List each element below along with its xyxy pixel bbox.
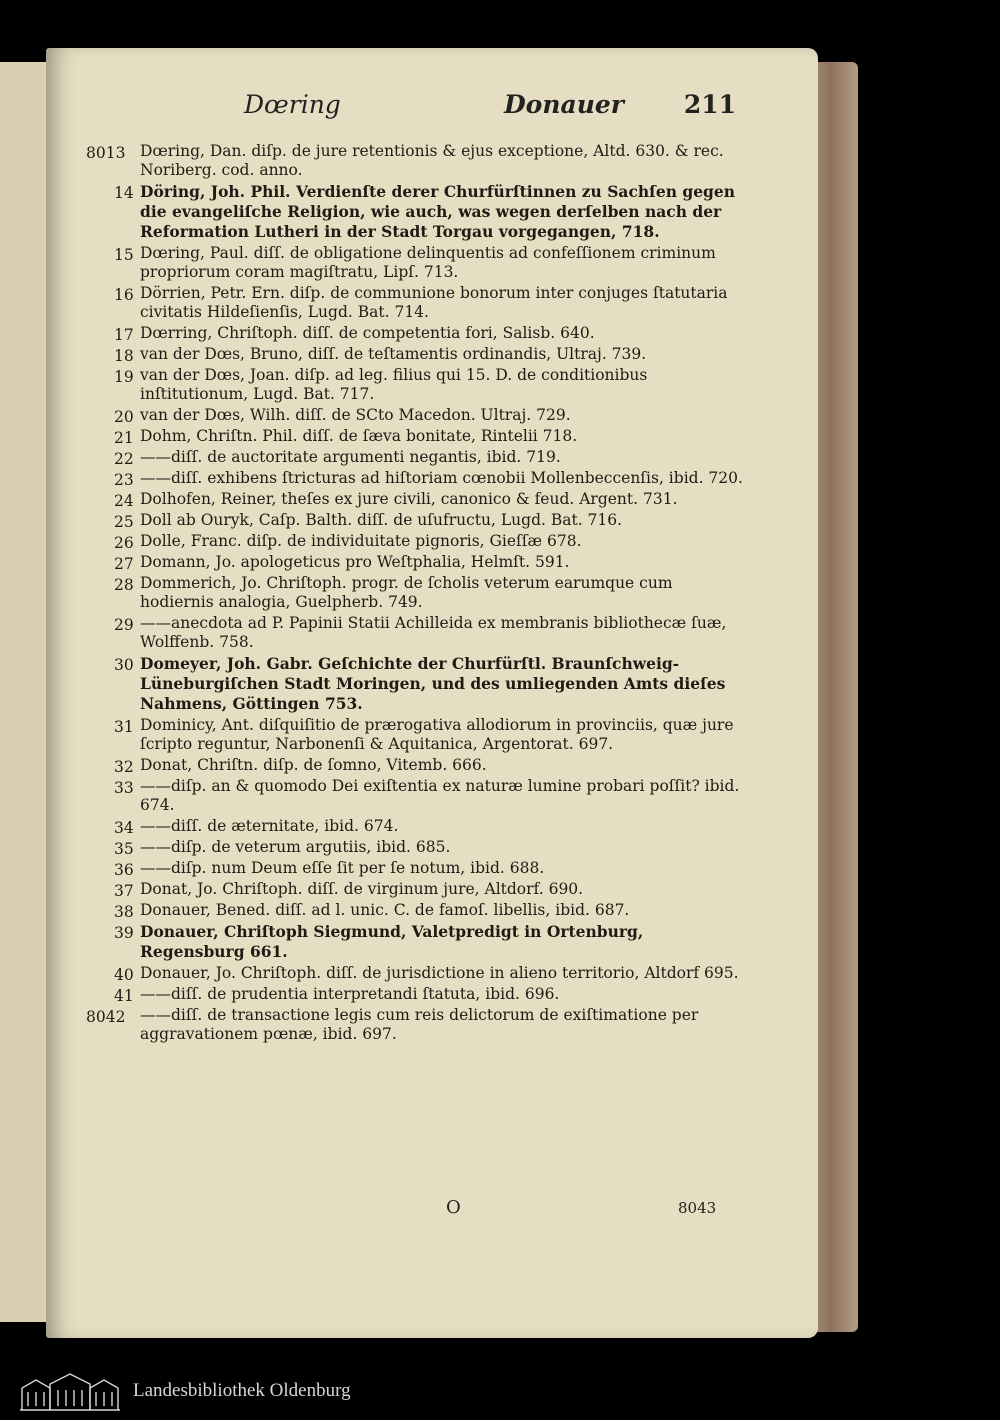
library-name: Landesbibliothek Oldenburg (133, 1380, 351, 1401)
catchword: 8043 (678, 1199, 717, 1217)
entry (86, 777, 746, 815)
entry-number: 38 (114, 903, 134, 921)
entry (86, 964, 746, 983)
entry-text: ——diſp. an & quomodo Dei exiſtentia ex naturæ lumine probari poſſit? ibid. 674. (140, 777, 740, 814)
entry (86, 448, 746, 467)
entry-number: 16 (114, 286, 134, 304)
entry (86, 716, 746, 754)
entry-number: 29 (114, 616, 134, 634)
entry (86, 574, 746, 612)
entry-number: 28 (114, 576, 134, 594)
entry (86, 532, 746, 551)
page-number: 211 (683, 90, 736, 119)
entry-number: 40 (114, 966, 134, 984)
entry (86, 838, 746, 857)
entry-number: 18 (114, 347, 134, 365)
entry (86, 469, 746, 488)
entry-text: van der Dœs, Wilh. diſſ. de SCto Macedon. Ultraj. 729. (140, 406, 571, 424)
entry-text: Dolle, Franc. diſp. de individuitate pignoris, Gieſſæ 678. (140, 532, 582, 550)
entry (86, 901, 746, 920)
entry (86, 366, 746, 404)
entry-number: 15 (114, 246, 134, 264)
signature-mark: O (446, 1197, 461, 1218)
entry-text: ——diſſ. de auctoritate argumenti negantis, ibid. 719. (140, 448, 561, 466)
entry-text: ——diſp. num Deum eſſe ſit per ſe notum, ibid. 688. (140, 859, 545, 877)
entry-text: Dörrien, Petr. Ern. diſp. de communione bonorum inter conjuges ſtatutaria civitatis Hildeſienſis, Lugd. Bat. 714. (140, 284, 728, 321)
footer-bar (0, 1362, 1000, 1420)
entry-text: Dohm, Chriſtn. Phil. diſſ. de ſæva bonitate, Rintelii 718. (140, 427, 578, 445)
entry (86, 345, 746, 364)
entry-number: 23 (114, 471, 134, 489)
bibliography-entries (86, 142, 746, 1046)
header-center-word: Donauer (504, 90, 624, 119)
entry-text: van der Dœs, Bruno, diſſ. de teſtamentis ordinandis, Ultraj. 739. (140, 345, 647, 363)
header-left-word: Dœring (244, 90, 341, 119)
entry-text: Dolhofen, Reiner, theſes ex jure civili, canonico & feud. Argent. 731. (140, 490, 678, 508)
entry-number: 19 (114, 368, 134, 386)
entry (86, 614, 746, 652)
entry (86, 1006, 746, 1044)
entry (86, 654, 746, 714)
entry-number: 24 (114, 492, 134, 510)
entry (86, 324, 746, 343)
entry-text: Dominicy, Ant. diſquiſitio de prærogativa allodiorum in provinciis, quæ jure ſcripto reguntur, Narbonenſi & Aquitanica, Argentorat. 697. (140, 716, 734, 753)
entry-number: 30 (114, 656, 134, 674)
entry-number: 37 (114, 882, 134, 900)
entry-text: Dœring, Dan. diſp. de jure retentionis & ejus exceptione, Altd. 630. & rec. Noriberg. cod. anno. (140, 142, 724, 179)
entry-number: 25 (114, 513, 134, 531)
entry-number: 35 (114, 840, 134, 858)
running-header (244, 90, 736, 130)
entry (86, 880, 746, 899)
entry-number: 31 (114, 718, 134, 736)
entry (86, 244, 746, 282)
previous-page-edge (0, 62, 47, 1322)
library-building-icon (18, 1370, 122, 1414)
entry-number: 14 (114, 184, 134, 202)
entry (86, 985, 746, 1004)
entry-number: 34 (114, 819, 134, 837)
entry (86, 817, 746, 836)
entry-text: Dœrring, Chriſtoph. diſſ. de competentia fori, Salisb. 640. (140, 324, 595, 342)
entry-text: ——diſſ. de æternitate, ibid. 674. (140, 817, 399, 835)
entry-text: ——anecdota ad P. Papinii Statii Achilleida ex membranis bibliothecæ ſuæ, Wolffenb. 758. (140, 614, 727, 651)
entry (86, 182, 746, 242)
entry-text: Döring, Joh. Phil. Verdienſte derer Churfürſtinnen zu Sachſen gegen die evangeliſche Religion, wie auch, was wegen derſelben nach der Reformation Lutheri in der Stadt Torgau vorgegangen, 718. (140, 182, 736, 241)
entry-text: Dommerich, Jo. Chriſtoph. progr. de ſcholis veterum earumque cum hodiernis analogia, Guelpherb. 749. (140, 574, 673, 611)
entry (86, 553, 746, 572)
entry-number: 8013 (86, 144, 126, 162)
entry-text: Domeyer, Joh. Gabr. Geſchichte der Churfürſtl. Braunſchweig-Lüneburgiſchen Stadt Moringen, und des umliegenden Amts dieſes Nahmens, Göttingen 753. (140, 654, 726, 713)
entry-text: ——diſſ. de prudentia interpretandi ſtatuta, ibid. 696. (140, 985, 560, 1003)
entry-text: Dœring, Paul. diſſ. de obligatione delinquentis ad confeſſionem criminum propriorum coram magiſtratu, Lipſ. 713. (140, 244, 716, 281)
entry-number: 21 (114, 429, 134, 447)
entry-text: Donat, Jo. Chriſtoph. diſſ. de virginum jure, Altdorf. 690. (140, 880, 584, 898)
entry-number: 33 (114, 779, 134, 797)
entry-text: Donat, Chriſtn. diſp. de ſomno, Vitemb. 666. (140, 756, 487, 774)
entry-text: Doll ab Ouryk, Caſp. Balth. diſſ. de uſufructu, Lugd. Bat. 716. (140, 511, 623, 529)
entry (86, 756, 746, 775)
entry (86, 922, 746, 962)
entry (86, 142, 746, 180)
entry (86, 406, 746, 425)
entry (86, 427, 746, 446)
entry-number: 20 (114, 408, 134, 426)
entry-text: Donauer, Bened. diſſ. ad l. unic. C. de famoſ. libellis, ibid. 687. (140, 901, 630, 919)
entry-number: 8042 (86, 1008, 126, 1026)
entry-number: 36 (114, 861, 134, 879)
entry-text: van der Dœs, Joan. diſp. ad leg. filius qui 15. D. de conditionibus inſtitutionum, Lugd. Bat. 717. (140, 366, 648, 403)
entry-number: 22 (114, 450, 134, 468)
entry (86, 511, 746, 530)
entry-number: 17 (114, 326, 134, 344)
entry-number: 39 (114, 924, 134, 942)
entry-number: 27 (114, 555, 134, 573)
entry-text: ——diſp. de veterum argutiis, ibid. 685. (140, 838, 451, 856)
entry-text: Donauer, Chriſtoph Siegmund, Valetpredigt in Ortenburg, Regensburg 661. (140, 922, 644, 961)
entry-text: Donauer, Jo. Chriſtoph. diſſ. de jurisdictione in alieno territorio, Altdorf 695. (140, 964, 739, 982)
entry-text: ——diſſ. exhibens ſtricturas ad hiſtoriam cœnobii Mollenbeccenſis, ibid. 720. (140, 469, 743, 487)
entry-text: Domann, Jo. apologeticus pro Weſtphalia, Helmſt. 591. (140, 553, 570, 571)
entry (86, 490, 746, 509)
entry-text: ——diſſ. de transactione legis cum reis delictorum de exiſtimatione per aggravationem pœnæ, ibid. 697. (140, 1006, 699, 1043)
entry-number: 41 (114, 987, 134, 1005)
entry-number: 32 (114, 758, 134, 776)
entry (86, 859, 746, 878)
book-fore-edge (812, 62, 858, 1332)
entry (86, 284, 746, 322)
entry-number: 26 (114, 534, 134, 552)
